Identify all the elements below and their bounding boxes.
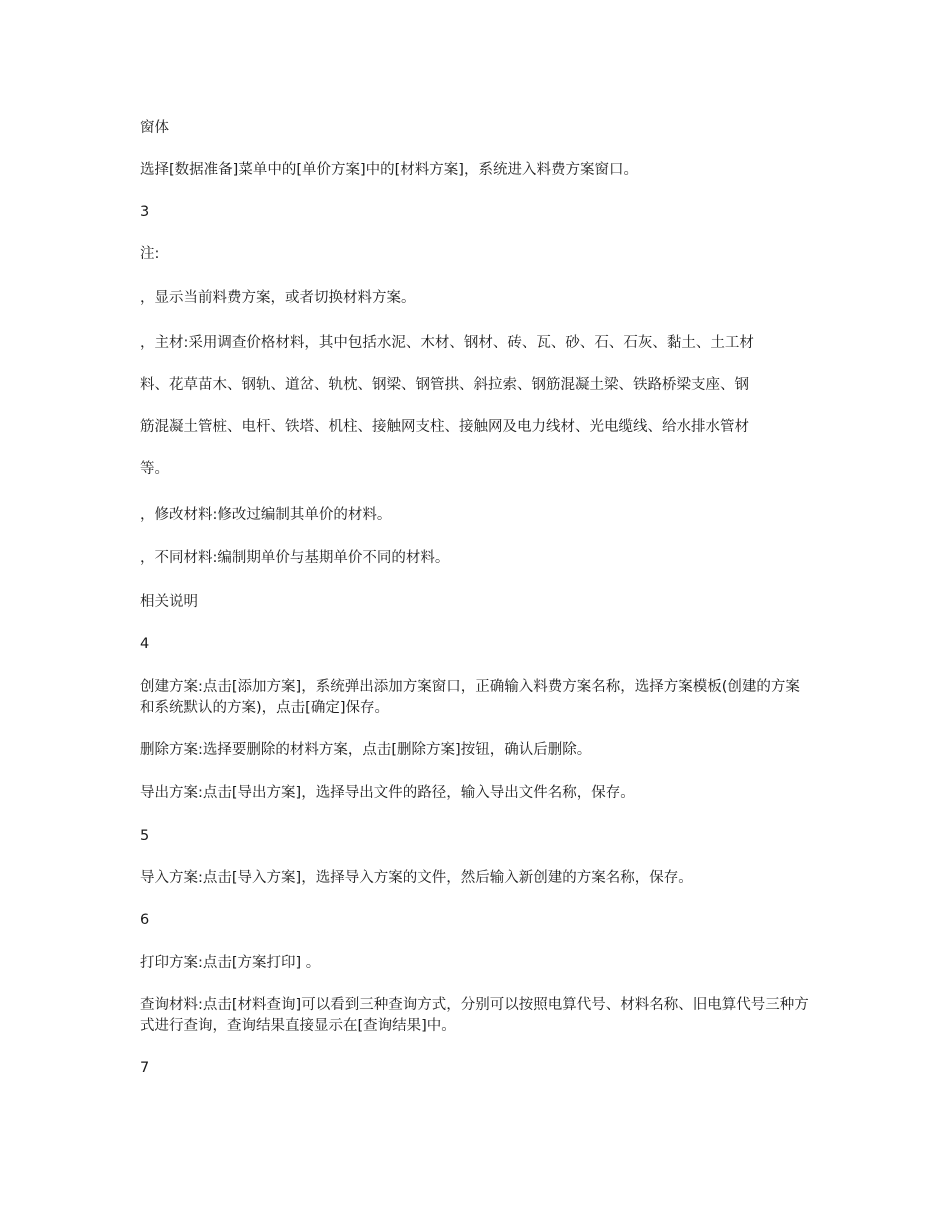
section-related-notes: 相关说明 [140, 594, 198, 610]
paragraph-print-scheme: 打印方案:点击[方案打印] 。 [140, 955, 321, 971]
note-main-material-line-1: ，主材:采用调查价格材料，其中包括水泥、木材、钢材、砖、瓦、砂、石、石灰、黏土、土工材 [140, 335, 754, 351]
note-main-material-line-4: 等。 [140, 461, 169, 477]
paragraph-export-scheme: 导出方案:点击[导出方案]，选择导出文件的路径，输入导出文件名称，保存。 [140, 785, 635, 801]
step-number-7: 7 [140, 1060, 150, 1076]
paragraph-create-scheme: 创建方案:点击[添加方案]，系统弹出添加方案窗口，正确输入料费方案名称，选择方案模板(创建的方案和系统默认的方案)，点击[确定]保存。 [140, 679, 800, 716]
note-main-material-line-2: 料、花草苗木、钢轨、道岔、轨枕、钢梁、钢管拱、斜拉索、钢筋混凝土梁、铁路桥梁支座、钢 [140, 377, 749, 393]
paragraph-delete-scheme: 删除方案:选择要删除的材料方案，点击[删除方案]按钮，确认后删除。 [140, 742, 592, 758]
note-label: 注: [140, 246, 160, 262]
paragraph-import-scheme: 导入方案:点击[导入方案]，选择导入方案的文件，然后输入新创建的方案名称，保存。 [140, 870, 693, 886]
step-number-3: 3 [140, 204, 150, 220]
step-number-5: 5 [140, 828, 150, 844]
note-modified-material: ，修改材料:修改过编制其单价的材料。 [140, 507, 392, 523]
note-different-material: ，不同材料:编制期单价与基期单价不同的材料。 [140, 550, 450, 566]
note-current-scheme: ，显示当前料费方案，或者切换材料方案。 [140, 290, 416, 306]
step-number-4: 4 [140, 636, 150, 652]
heading-window: 窗体 [140, 120, 169, 136]
step-number-6: 6 [140, 912, 150, 928]
paragraph-intro: 选择[数据准备]菜单中的[单价方案]中的[材料方案]，系统进入料费方案窗口。 [140, 162, 638, 178]
note-main-material-line-3: 筋混凝土管桩、电杆、铁塔、机柱、接触网支柱、接触网及电力线材、光电缆线、给水排水管材 [140, 419, 749, 435]
paragraph-query-material: 查询材料:点击[材料查询]可以看到三种查询方式，分别可以按照电算代号、材料名称、旧电算代号三种方式进行查询，查询结果直接显示在[查询结果]中。 [140, 997, 809, 1034]
